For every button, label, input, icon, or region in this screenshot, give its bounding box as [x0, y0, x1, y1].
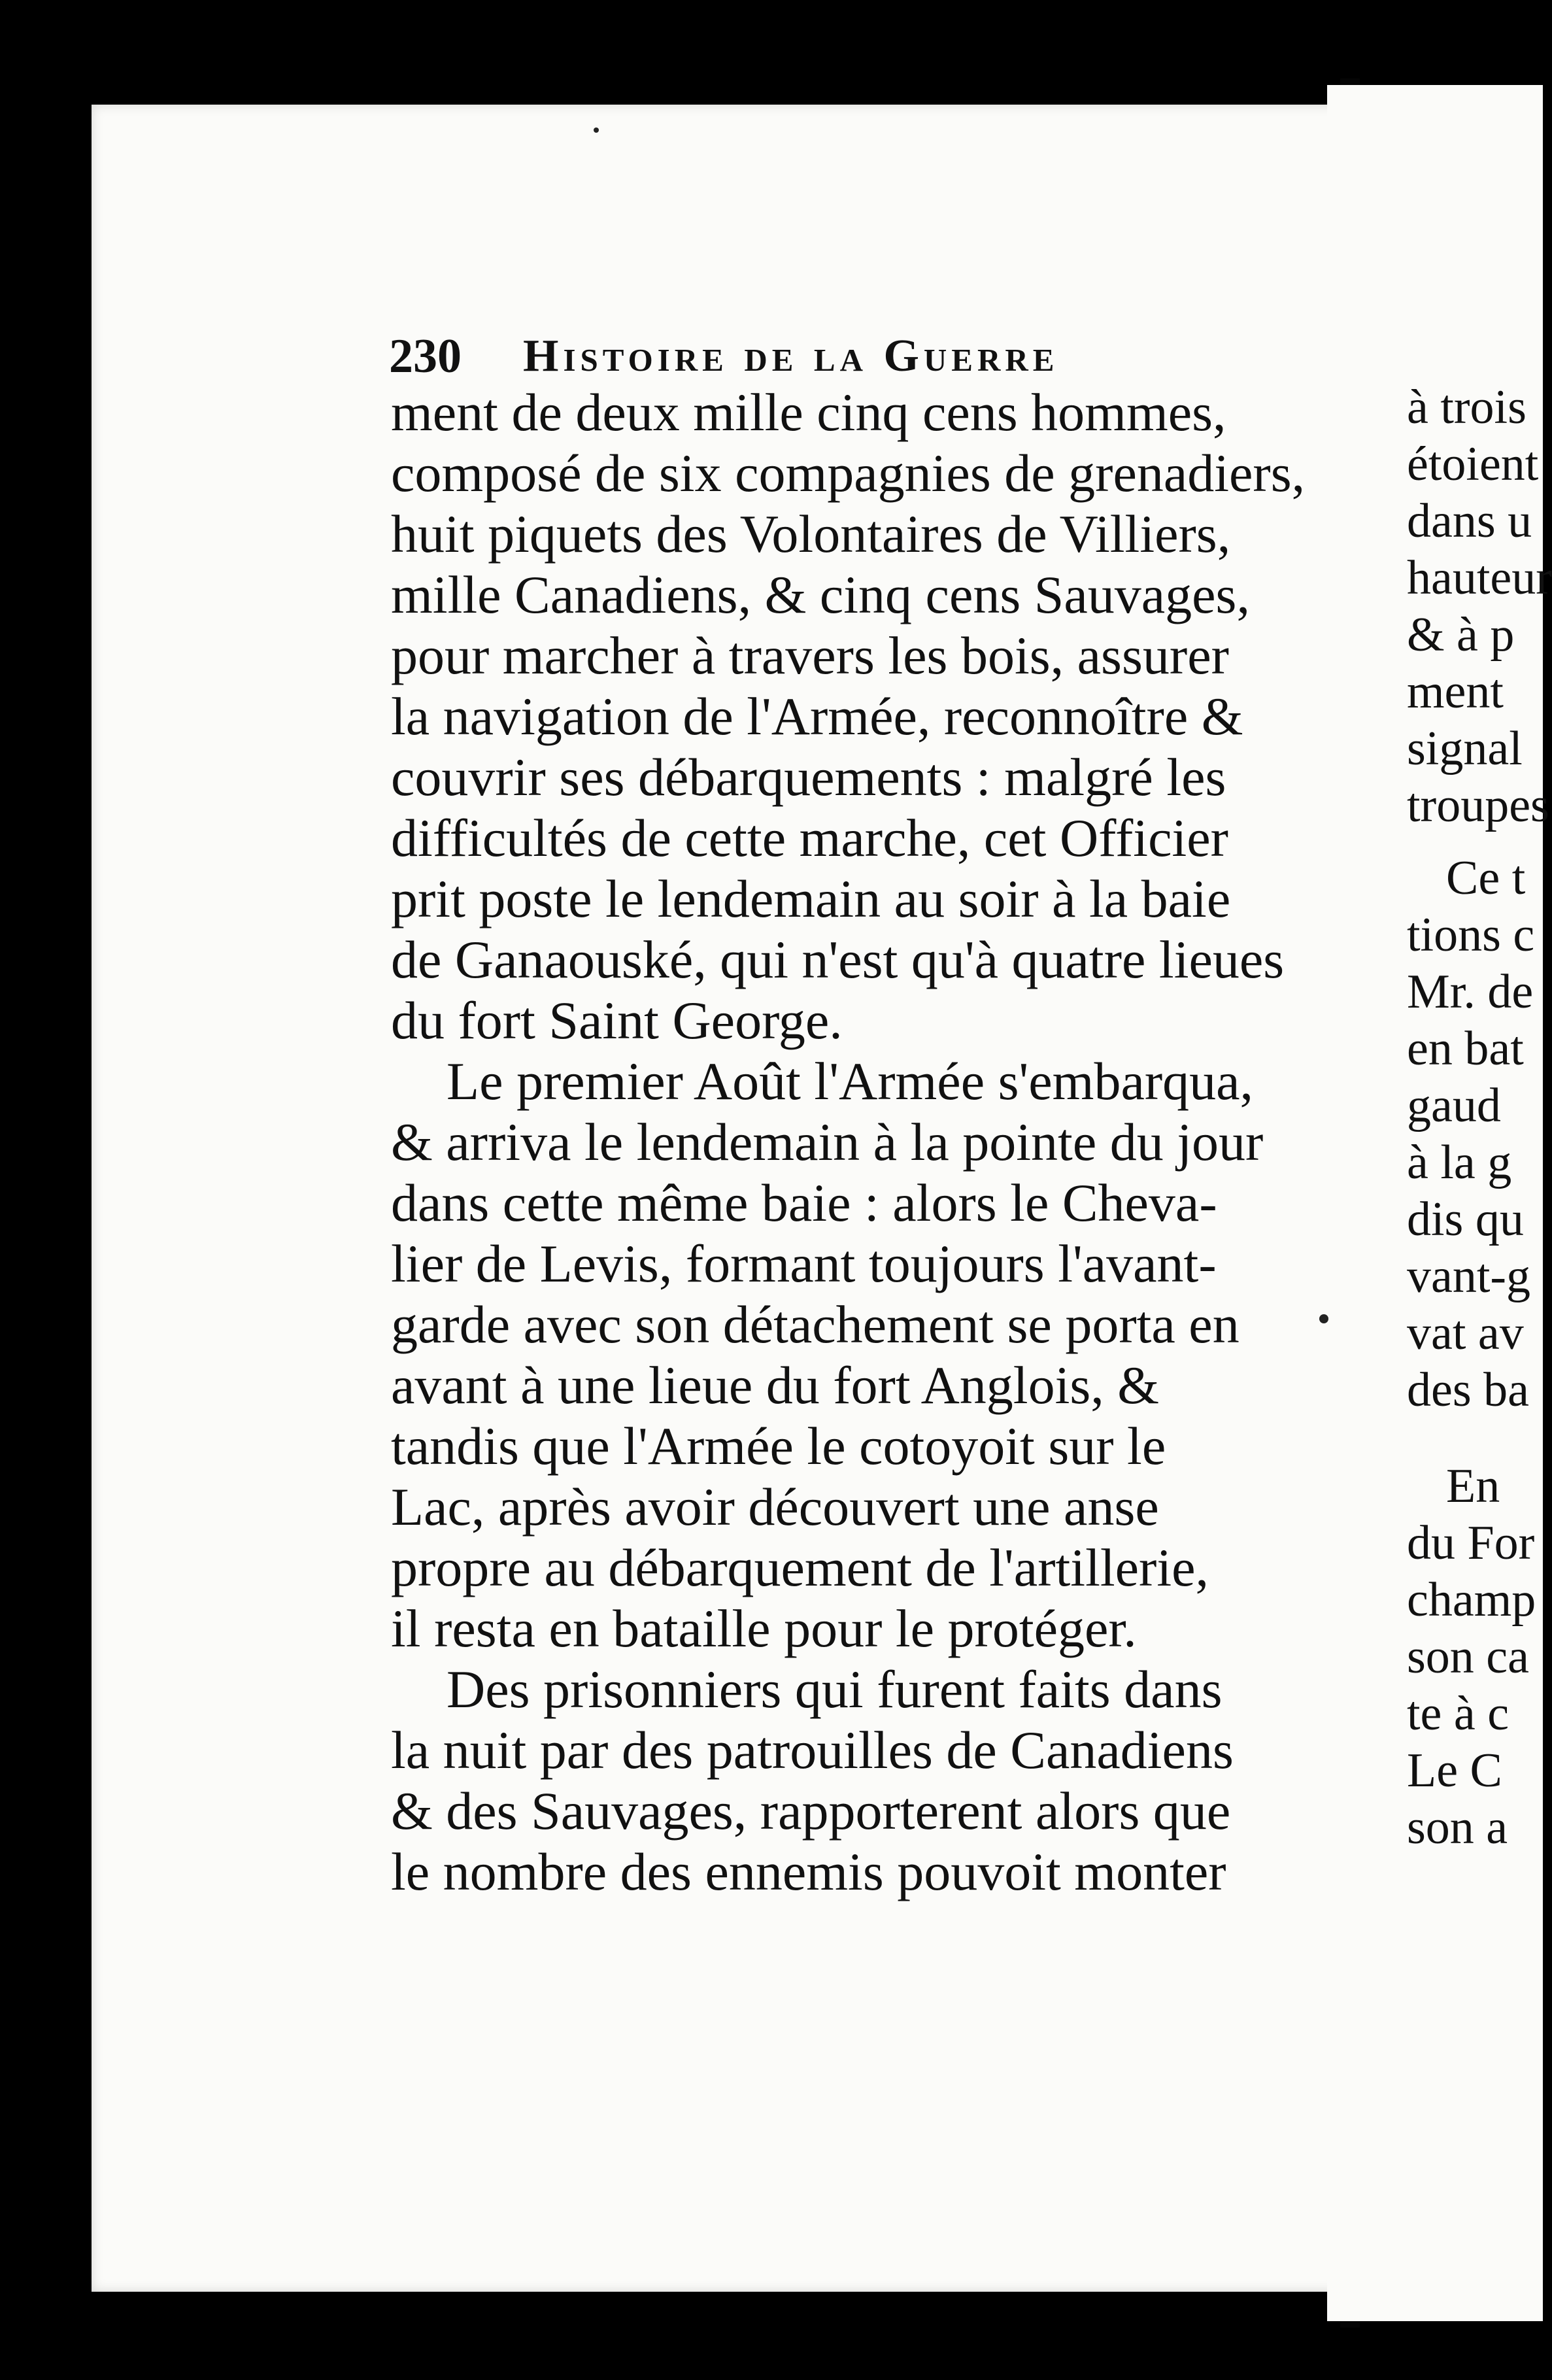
text-line: mille Canadiens, & cinq cens Sauvages,: [391, 565, 1250, 624]
text-line: difficultés de cette marche, cet Officier: [391, 808, 1228, 868]
text-line: & arriva le lendemain à la pointe du jour: [391, 1112, 1264, 1172]
text-line: Le premier Août l'Armée s'embarqua,: [447, 1051, 1254, 1111]
facing-text-line: vat av: [1407, 1306, 1524, 1360]
text-line: prit poste le lendemain au soir à la baie: [391, 869, 1231, 928]
ink-speck: [594, 128, 599, 133]
facing-text-line: & à p: [1407, 608, 1515, 662]
text-line: du fort Saint George.: [391, 991, 843, 1050]
text-line: la nuit par des patrouilles de Canadiens: [391, 1720, 1234, 1780]
facing-text-line: tions c: [1407, 908, 1535, 962]
facing-text-line: champ: [1407, 1573, 1536, 1627]
facing-text-line: du For: [1407, 1516, 1535, 1570]
text-line: Des prisonniers qui furent faits dans: [447, 1659, 1223, 1719]
text-line: composé de six compagnies de grenadiers,: [391, 443, 1306, 503]
facing-text-line: Le C: [1407, 1744, 1502, 1797]
running-head: Histoire de la Guerre: [523, 331, 1059, 381]
text-line: lier de Levis, formant toujours l'avant-: [391, 1234, 1217, 1293]
facing-text-line: son ca: [1407, 1630, 1529, 1684]
facing-text-line: dis qu: [1407, 1193, 1524, 1246]
text-line: le nombre des ennemis pouvoit monter: [391, 1842, 1226, 1901]
facing-text-line: signal: [1407, 722, 1523, 775]
facing-text-line: ment: [1407, 665, 1504, 719]
facing-text-line: des ba: [1407, 1363, 1529, 1417]
facing-text-line: étoient: [1407, 437, 1539, 491]
facing-text-line: Ce t: [1446, 851, 1526, 905]
text-line: propre au débarquement de l'artillerie,: [391, 1538, 1209, 1597]
facing-text-line: vant-g: [1407, 1250, 1531, 1303]
facing-text-line: hauteur: [1407, 551, 1552, 605]
facing-text-line: en bat: [1407, 1022, 1524, 1076]
text-line: ment de deux mille cinq cens hommes,: [391, 382, 1226, 442]
facing-text-line: Mr. de: [1407, 965, 1534, 1019]
text-line: pour marcher à travers les bois, assurer: [391, 626, 1229, 685]
text-line: la navigation de l'Armée, reconnoître &: [391, 687, 1243, 746]
text-line: dans cette même baie : alors le Cheva-: [391, 1173, 1217, 1232]
facing-text-line: En: [1446, 1459, 1500, 1513]
facing-text-line: son a: [1407, 1801, 1508, 1854]
text-line: Lac, après avoir découvert une anse: [391, 1477, 1159, 1537]
facing-text-line: à la g: [1407, 1136, 1512, 1189]
text-line: & des Sauvages, rapporterent alors que: [391, 1781, 1231, 1841]
text-line: couvrir ses débarquements : malgré les: [391, 747, 1226, 807]
text-line: il resta en bataille pour le protéger.: [391, 1599, 1137, 1658]
facing-text-line: te à c: [1407, 1687, 1510, 1741]
facing-text-line: gaud: [1407, 1079, 1501, 1132]
text-line: huit piquets des Volontaires de Villiers,: [391, 504, 1231, 564]
text-line: tandis que l'Armée le cotoyoit sur le: [391, 1416, 1166, 1476]
facing-text-line: troupes: [1407, 779, 1549, 832]
page-header: [389, 327, 1239, 386]
facing-text-line: dans u: [1407, 494, 1532, 548]
page-number: 230: [389, 330, 462, 383]
facing-text-line: à trois: [1407, 381, 1527, 434]
text-line: avant à une lieue du fort Anglois, &: [391, 1355, 1160, 1415]
text-line: garde avec son détachement se porta en: [391, 1295, 1240, 1354]
ink-speck: [1319, 1314, 1328, 1323]
text-line: de Ganaouské, qui n'est qu'à quatre lieues: [391, 930, 1285, 989]
